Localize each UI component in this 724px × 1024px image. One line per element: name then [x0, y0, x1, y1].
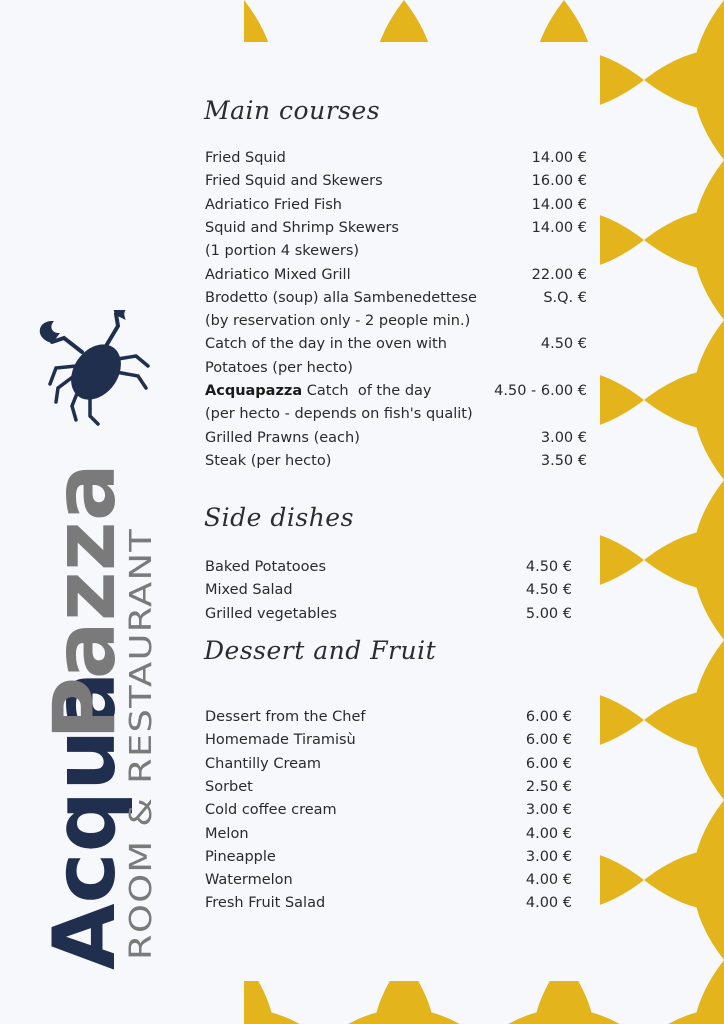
menu-item-price: 14.00 € — [531, 150, 587, 166]
section-title-sides: Side dishes — [204, 503, 354, 532]
menu-item — [205, 579, 572, 601]
menu-item-note: (by reservation only - 2 people min.) — [205, 313, 471, 330]
petal-shape — [693, 480, 724, 640]
menu-item-price: 2.50 € — [525, 778, 572, 795]
menu-item-price: 4.50 € — [525, 582, 572, 599]
menu-item-name: Adriatico Fried Fish — [205, 196, 342, 213]
crab-icon — [41, 310, 148, 424]
menu-item — [205, 892, 572, 914]
menu-item-name: Pineapple — [205, 848, 276, 865]
logo-acqua: Acqua — [35, 671, 135, 970]
menu-item — [205, 823, 572, 845]
petal-shape — [693, 0, 724, 160]
menu-item — [205, 380, 587, 402]
menu-item — [205, 556, 572, 578]
menu-item-price: 4.50 € — [540, 336, 587, 353]
acquapazza-logo — [24, 310, 184, 990]
petal-shape — [693, 160, 724, 320]
menu-item — [205, 194, 587, 216]
menu-item-brand: Acquapazza — [205, 383, 303, 399]
logo-tagline: ROOM & RESTAURANT — [124, 608, 159, 960]
menu-item-price: 16.00 € — [531, 173, 587, 190]
menu-item-price: S.Q. € — [543, 289, 587, 306]
menu-item-name: Brodetto (soup) alla Sambenedettese — [205, 289, 477, 306]
menu-item — [205, 706, 572, 728]
menu-item-note: (1 portion 4 skewers) — [205, 243, 360, 260]
menu-item-price: 14.00 € — [531, 219, 587, 236]
menu-item-note: (per hecto - depends on fish's qualit) — [205, 406, 473, 423]
menu-item — [205, 753, 572, 775]
menu-item-name: Fried Squid — [205, 150, 286, 166]
menu-item-name: Acquapazza Catch of the day — [205, 383, 432, 399]
menu-item — [205, 799, 572, 821]
menu-item-name: Baked Potatooes — [205, 559, 327, 575]
menu-item — [205, 264, 587, 286]
logo-pazza: Pazza — [35, 463, 135, 740]
menu-item-name: Squid and Shrimp Skewers — [205, 219, 399, 236]
menu-item — [205, 603, 572, 625]
menu-item — [205, 427, 587, 449]
menu-item — [205, 846, 572, 868]
menu-item-name: Grilled Prawns (each) — [205, 429, 360, 446]
menu-item-name: Mixed Salad — [205, 582, 293, 599]
menu-item-price: 6.00 € — [525, 709, 572, 725]
menu-item — [205, 869, 572, 891]
menu-item-price: 5.00 € — [525, 605, 572, 622]
menu-item-name: Steak (per hecto) — [205, 452, 332, 469]
menu-item-name: Chantilly Cream — [205, 755, 322, 772]
menu-item-price: 4.00 € — [525, 825, 572, 842]
menu-item — [205, 217, 587, 239]
section-title-main: Main courses — [204, 96, 381, 125]
menu-item-name: Homemade Tiramisù — [205, 732, 356, 749]
menu-item-name: Watermelon — [205, 872, 293, 889]
menu-item-name: Melon — [205, 825, 249, 842]
menu-item-name: Catch of the day in the oven with — [205, 336, 447, 353]
petal-shape — [693, 960, 724, 1024]
menu-item — [205, 333, 587, 355]
menu-item-name: Sorbet — [205, 778, 253, 795]
menu-item-price: 4.50 - 6.00 € — [494, 383, 587, 399]
menu-item-price: 4.00 € — [525, 895, 572, 912]
menu-item-price: 3.50 € — [540, 452, 587, 469]
menu-item-name: Fresh Fruit Salad — [205, 895, 326, 912]
menu-item — [205, 170, 587, 192]
menu-item-price: 3.00 € — [540, 429, 587, 446]
menu-item-price: 6.00 € — [525, 755, 572, 772]
menu-item — [205, 450, 587, 472]
menu-item-name: Grilled vegetables — [205, 605, 337, 622]
menu-item-price: 3.00 € — [525, 848, 572, 865]
petal-shape — [693, 640, 724, 800]
menu-item — [205, 729, 572, 751]
petal-shape — [693, 800, 724, 960]
menu-item-price: 6.00 € — [525, 732, 572, 749]
menu-item — [205, 287, 587, 309]
petal-shape — [693, 320, 724, 480]
menu-item-note: Potatoes (per hecto) — [205, 359, 353, 376]
menu-item-name: Adriatico Mixed Grill — [205, 266, 351, 283]
menu-item-name: Cold coffee cream — [205, 802, 337, 819]
menu-item-price: 4.00 € — [525, 872, 572, 889]
menu-item-price: 3.00 € — [525, 802, 572, 819]
menu-item-name: Fried Squid and Skewers — [205, 173, 383, 190]
section-title-dessert: Dessert and Fruit — [204, 636, 437, 665]
menu-item-price: 14.00 € — [531, 196, 587, 213]
menu-item-name: Dessert from the Chef — [205, 709, 366, 725]
menu-item-price: 22.00 € — [531, 266, 587, 283]
menu-item — [205, 147, 587, 169]
menu-item — [205, 776, 572, 798]
menu-item-price: 4.50 € — [525, 559, 572, 575]
